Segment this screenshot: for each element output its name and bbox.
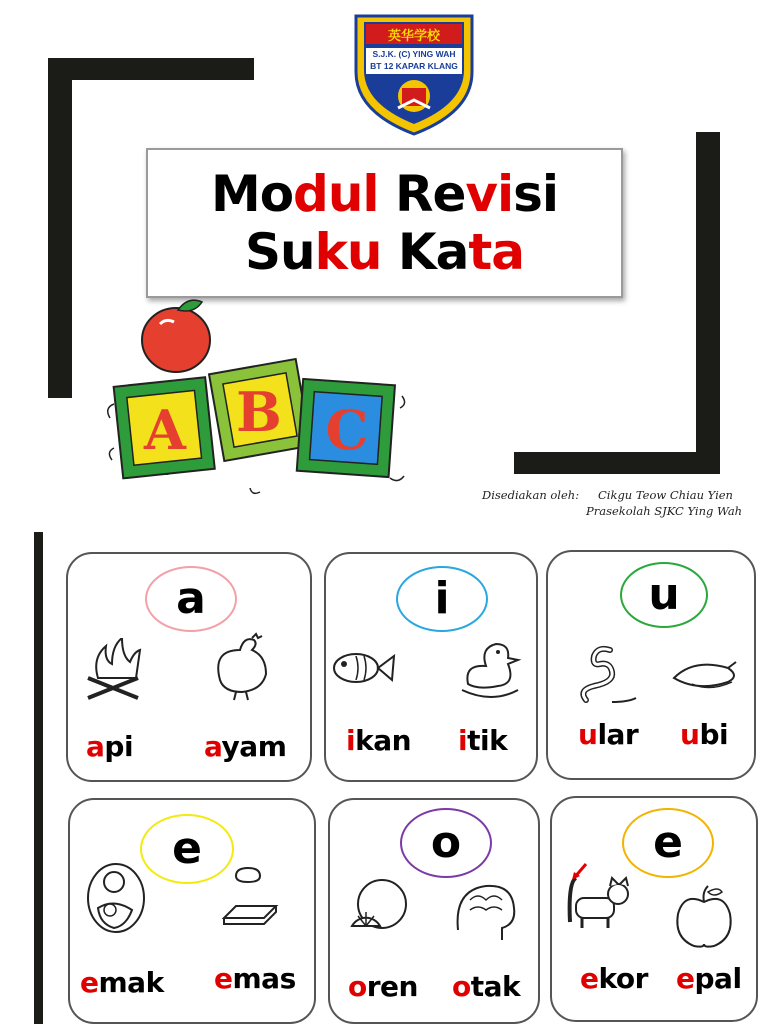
word-label — [80, 966, 164, 999]
frame-bar-right — [696, 132, 720, 472]
word-rest: pi — [104, 730, 134, 763]
school-crest — [352, 12, 476, 136]
apple-icon — [668, 882, 744, 958]
word-first-syllable: e — [80, 966, 99, 999]
mother-icon — [80, 858, 156, 934]
gold-icon — [214, 860, 290, 936]
word-first-syllable: a — [86, 730, 105, 763]
word-rest: mas — [232, 962, 296, 995]
word-label — [676, 962, 742, 995]
abc-letter-c: C — [325, 398, 369, 462]
frame-bar-left — [48, 58, 72, 398]
word-rest: bi — [699, 718, 729, 751]
chicken-icon — [206, 628, 282, 704]
word-label — [680, 718, 728, 751]
title-segment: si — [513, 165, 559, 223]
title-segment: ku — [314, 223, 382, 281]
word-first-syllable: u — [578, 718, 598, 751]
frame-bar-top-left — [48, 58, 254, 80]
word-label — [452, 970, 520, 1003]
letter-ring: o — [400, 808, 492, 878]
letter-ring: e — [622, 808, 714, 878]
duck-icon — [452, 632, 528, 708]
word-label — [346, 724, 411, 757]
word-rest: yam — [221, 730, 287, 763]
letter-ring: i — [396, 566, 488, 632]
title-line-1 — [211, 165, 558, 223]
title-line-2 — [245, 223, 524, 281]
title-segment: Ka — [381, 223, 469, 281]
school-name-line2: BT 12 KAPAR KLANG — [370, 61, 458, 71]
school-chinese-name: 英华学校 — [387, 29, 440, 44]
word-rest: kan — [355, 724, 412, 757]
orange-icon — [342, 870, 418, 946]
word-rest: tak — [470, 970, 521, 1003]
word-first-syllable: e — [676, 962, 695, 995]
title-box — [146, 148, 623, 298]
credit-label: Disediakan oleh: — [482, 488, 580, 502]
title-segment: Re — [378, 165, 466, 223]
frame-bar-bottom-right — [514, 452, 720, 474]
title-segment: Su — [244, 223, 315, 281]
word-rest: tik — [467, 724, 508, 757]
word-rest: mak — [98, 966, 164, 999]
word-first-syllable: i — [458, 724, 468, 757]
letter-ring: a — [145, 566, 237, 632]
title-segment: Mo — [210, 165, 294, 223]
sweet-potato-icon — [668, 638, 744, 714]
credit-school: Prasekolah SJKC Ying Wah — [586, 504, 743, 518]
word-label — [204, 730, 286, 763]
title-segment: vi — [465, 165, 514, 223]
word-first-syllable: e — [214, 962, 233, 995]
word-first-syllable: o — [452, 970, 471, 1003]
word-first-syllable: a — [204, 730, 222, 763]
word-label — [458, 724, 507, 757]
cat-tail-icon — [560, 862, 636, 938]
word-rest: kor — [598, 962, 648, 995]
abc-blocks-clipart — [100, 298, 410, 502]
word-first-syllable: u — [680, 718, 700, 751]
word-label — [214, 962, 296, 995]
letter-ring: u — [620, 562, 708, 628]
title-segment: dul — [293, 165, 379, 223]
credit-name: Cikgu Teow Chiau Yien — [598, 488, 733, 502]
title-segment: ta — [468, 223, 525, 281]
letter-ring: e — [140, 814, 234, 884]
word-rest: ren — [366, 970, 418, 1003]
abc-letter-a: A — [144, 398, 186, 462]
word-rest: pal — [694, 962, 742, 995]
fish-icon — [326, 632, 402, 708]
word-first-syllable: i — [346, 724, 356, 757]
fire-icon — [78, 638, 154, 714]
word-label — [86, 730, 133, 763]
abc-letter-b: B — [236, 380, 282, 444]
word-label — [348, 970, 418, 1003]
word-rest: lar — [597, 718, 639, 751]
word-label — [580, 962, 648, 995]
snake-icon — [572, 638, 648, 714]
brain-icon — [446, 870, 522, 946]
side-bar — [34, 532, 43, 1024]
word-label — [578, 718, 638, 751]
word-first-syllable: e — [580, 962, 599, 995]
word-first-syllable: o — [348, 970, 367, 1003]
school-name-line1: S.J.K. (C) YING WAH — [372, 49, 456, 59]
